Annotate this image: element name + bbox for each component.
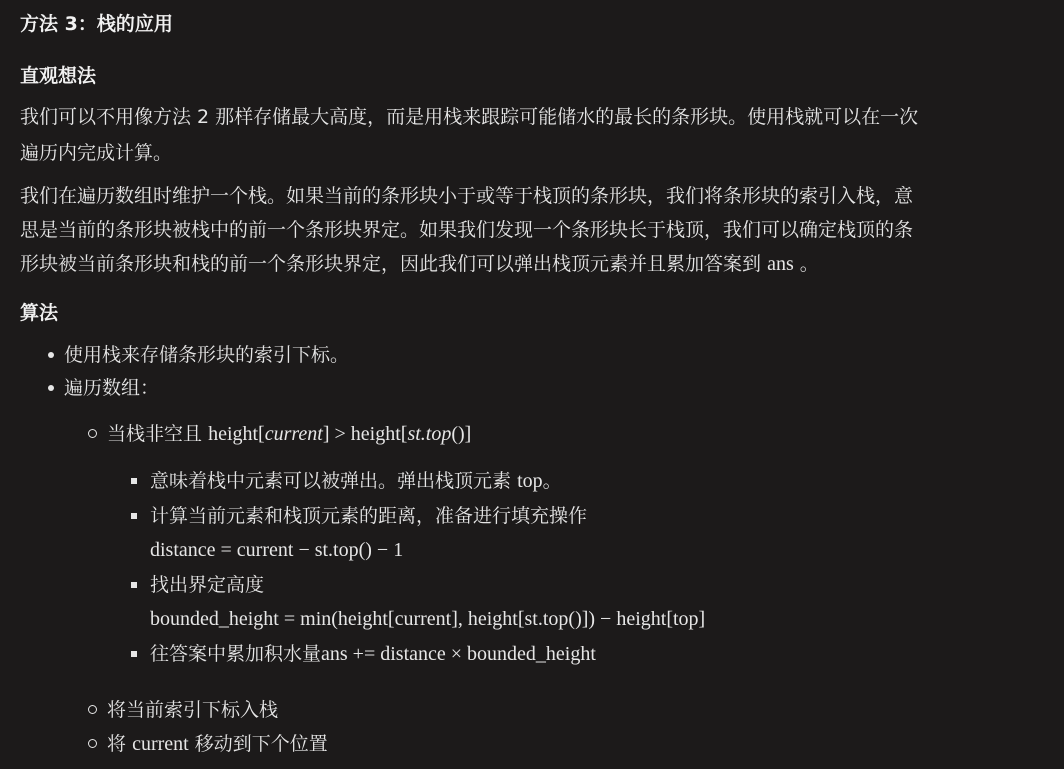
item3-text: 找出界定高度 <box>150 574 265 596</box>
section-title: 方法 3：栈的应用 <box>20 13 173 35</box>
current-math: current <box>132 733 189 755</box>
list-item <box>64 371 159 405</box>
ans-math: ans <box>767 253 794 275</box>
intuition-para1-line1: 我们可以不用像方法 2 那样存储最大高度，而是用栈来跟踪可能储水的最长的条形块。使用栈就可以在一次 <box>20 106 919 128</box>
intuition-para1-line2: 遍历内完成计算。 <box>20 142 173 164</box>
sub1-text: 当栈非空且 <box>107 423 203 445</box>
item1-text: 意味着栈中元素可以被弹出。弹出栈顶元素 <box>150 470 512 492</box>
top-math: top <box>517 470 543 492</box>
list-item <box>150 568 264 602</box>
list-item <box>64 338 349 372</box>
intuition-para2-line2: 思是当前的条形块被栈中的前一个条形块界定。如果我们发现一个条形块长于栈顶，我们可以确定栈顶的条 <box>20 219 914 241</box>
list-item: 意味着栈中元素可以被弹出。弹出栈顶元素 top。 <box>150 464 562 498</box>
intuition-para2-line3-text: 形块被当前条形块和栈的前一个条形块界定，因此我们可以弹出栈顶元素并且累加答案到 <box>20 253 762 275</box>
distance-formula: distance = current − st.top() − 1 <box>150 539 404 561</box>
sub2-text: 将当前索引下标入栈 <box>107 699 279 721</box>
bounded-height-formula: bounded_height = min(height[current], height[st.top()]) − height[top] <box>150 608 706 630</box>
algorithm-heading: 算法 <box>20 302 59 324</box>
item2-text: 计算当前元素和栈顶元素的距离，准备进行填充操作 <box>150 505 588 527</box>
item4-text: 往答案中累加积水量 <box>150 643 322 665</box>
intuition-para2-line1: 我们在遍历数组时维护一个栈。如果当前的条形块小于或等于栈顶的条形块，我们将条形块的索引入栈，意 <box>20 185 914 207</box>
list-item <box>150 499 587 533</box>
intuition-para2-line3-end: 。 <box>799 253 819 275</box>
list-item <box>150 637 596 671</box>
accumulate-formula: ans += distance × bounded_height <box>321 643 596 665</box>
bullet1-text: 使用栈来存储条形块的索引下标。 <box>64 344 350 366</box>
list-item: 将 current 移动到下个位置 <box>107 727 328 761</box>
condition-math: height[current] > height[st.top()] <box>208 423 472 445</box>
list-item <box>107 693 278 727</box>
intuition-heading: 直观想法 <box>20 65 97 87</box>
intuition-para2-line3 <box>20 247 819 281</box>
list-item <box>107 417 471 451</box>
bullet2-text: 遍历数组： <box>64 377 160 399</box>
